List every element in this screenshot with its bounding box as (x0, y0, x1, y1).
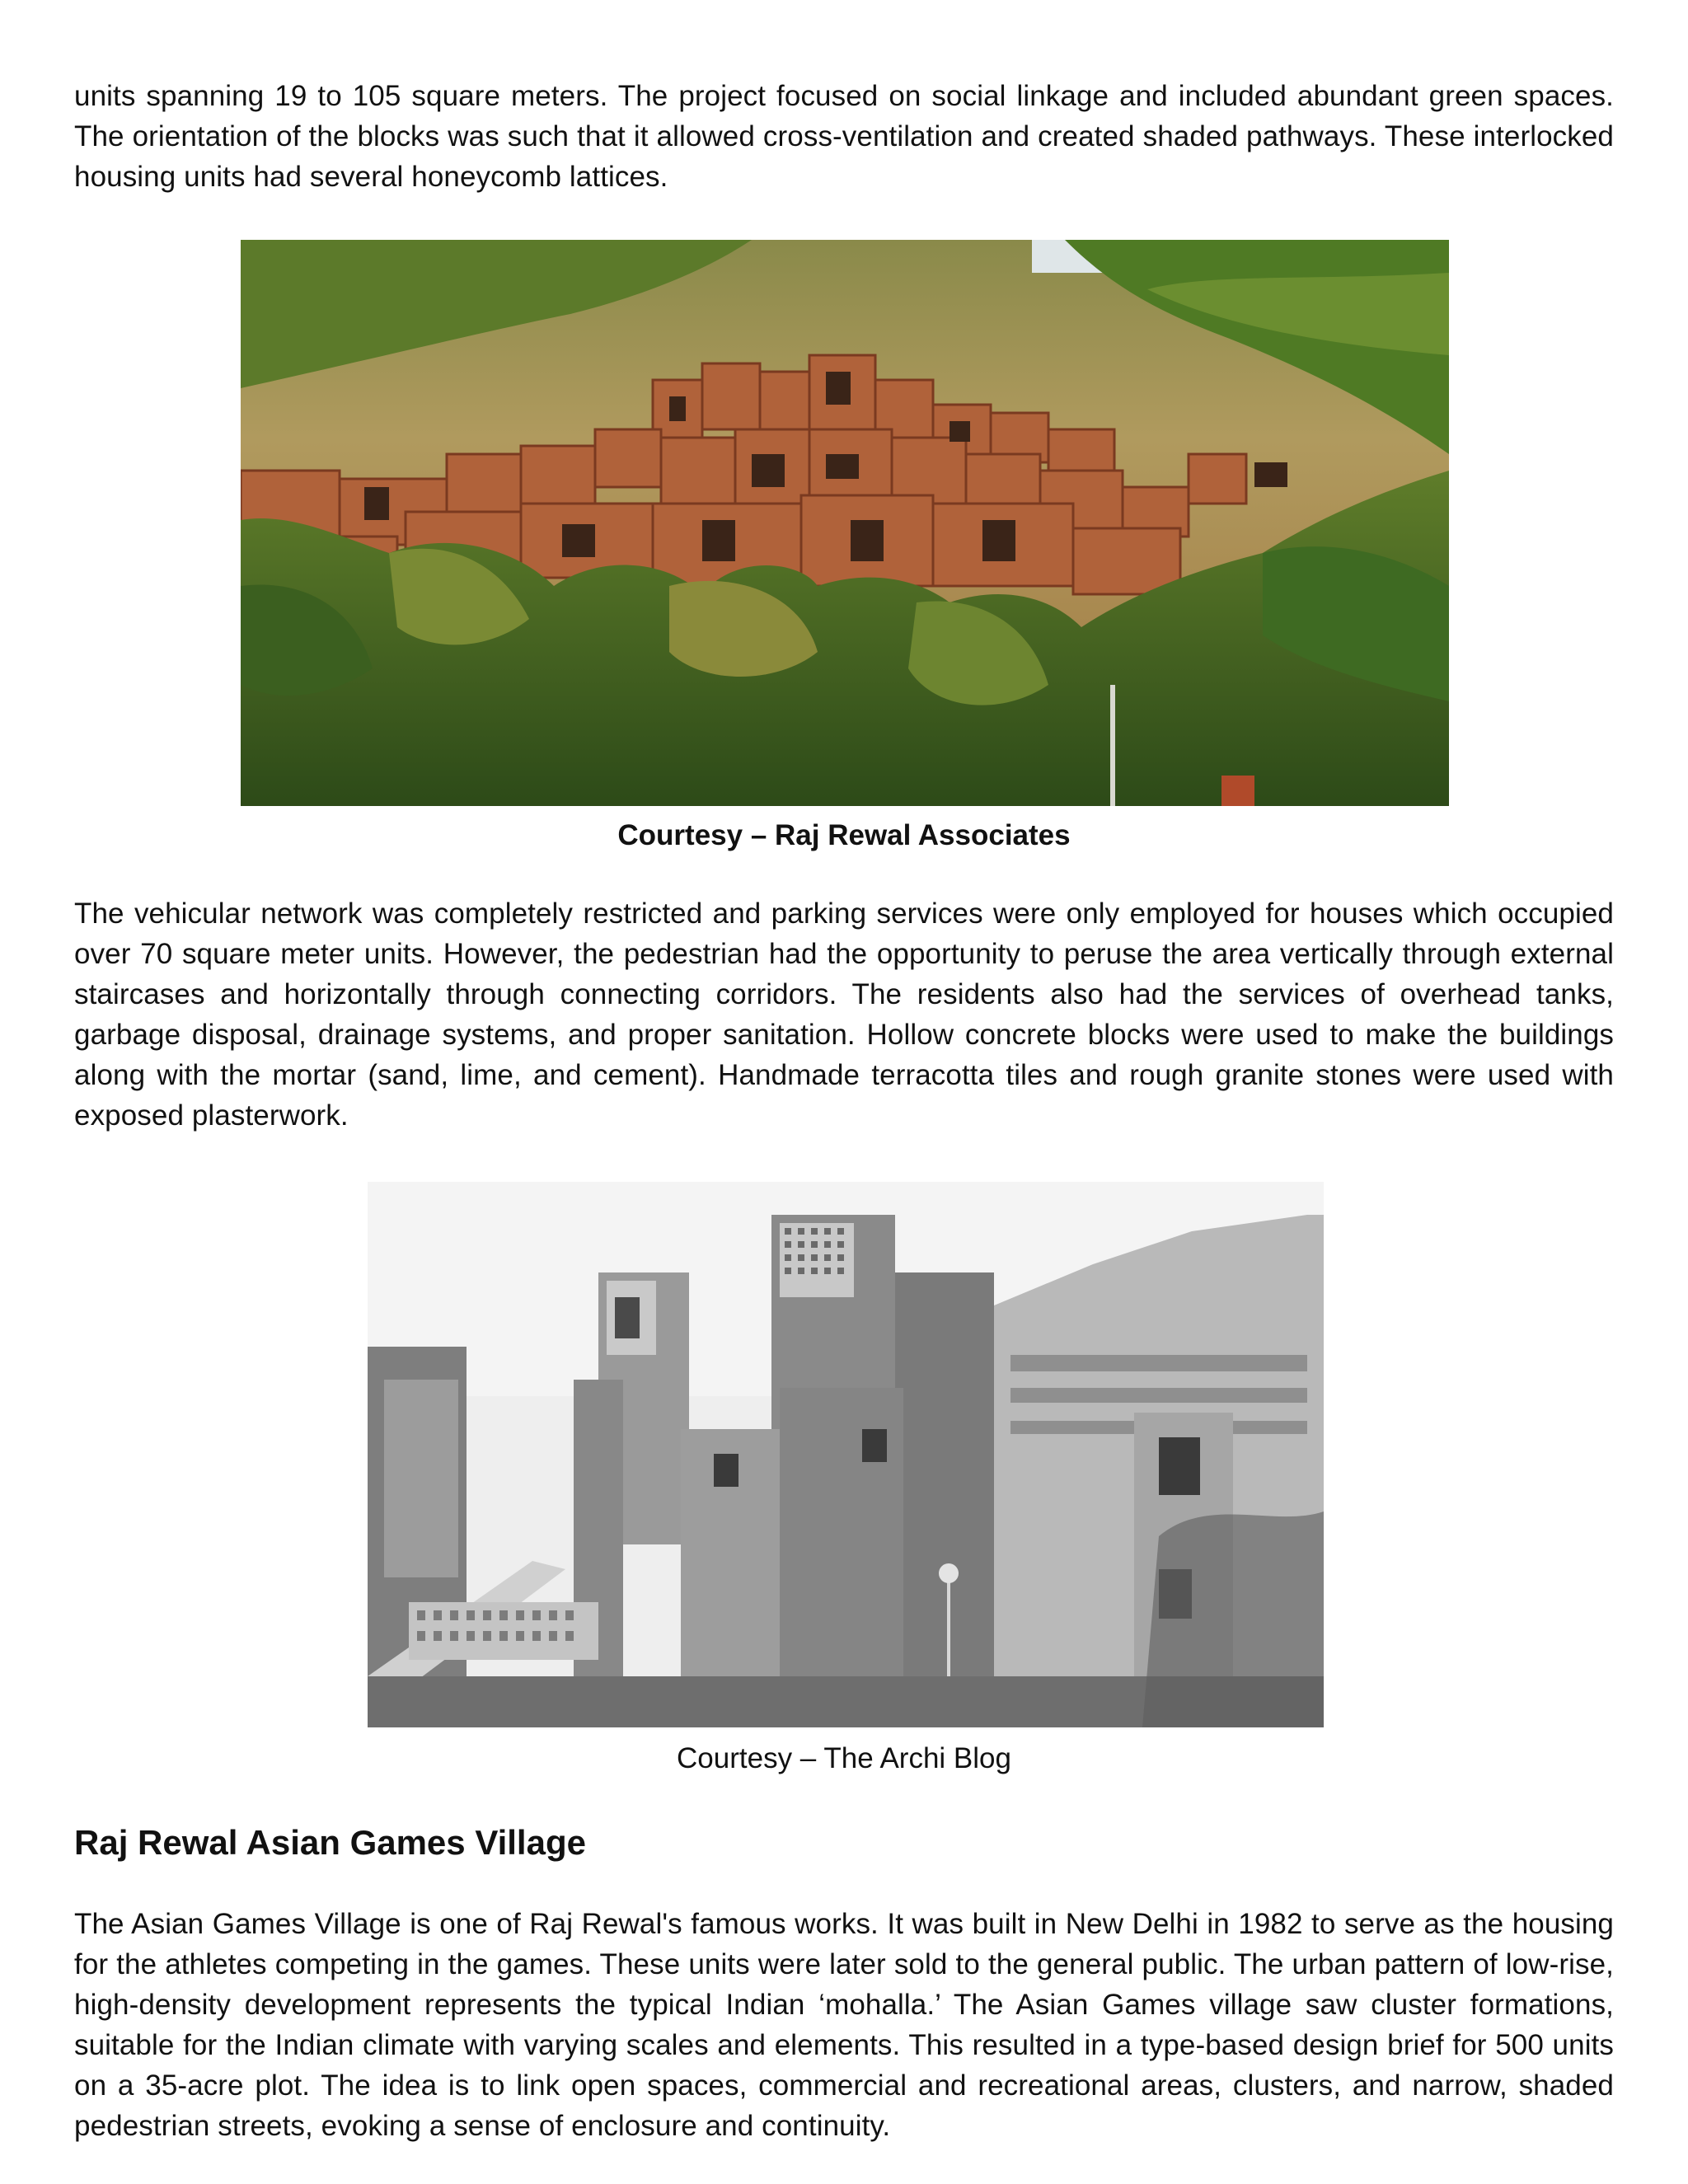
paragraph-intro: units spanning 19 to 105 square meters. The project focused on social linkage and included abundant green spaces. The orientation of the blocks was such that it allowed cross-ventilation and created shaded pathways. These interlocked housing units had several honeycomb lattices. (74, 80, 1614, 193)
paragraph-asian-games: The Asian Games Village is one of Raj Rewal's famous works. It was built in New Delhi in 1982 to serve as the housing for the athletes competing in the games. These units were later sold to the general public. The urban pattern of low-rise, high-density development represents the typical Indian ‘mohalla.’ The Asian Games village saw cluster formations, suitable for the Indian climate with varying scales and elements. This resulted in a type-based design brief for 500 units on a 35-acre plot. The idea is to link open spaces, commercial and recreational areas, clusters, and narrow, shaded pedestrian streets, evoking a sense of enclosure and continuity. (74, 1908, 1614, 2142)
section-heading: Raj Rewal Asian Games Village (74, 1823, 586, 1862)
figure-caption-first: Courtesy – Raj Rewal Associates (617, 819, 1071, 851)
paragraph-infrastructure: The vehicular network was completely restricted and parking services were only employed for houses which occupied over 70 square meter units. However, the pedestrian had the opportunity to peruse the area vertically through external staircases and horizontally through connecting corridors. The residents also had the services of overhead tanks, garbage disposal, drainage systems, and proper sanitation. Hollow concrete blocks were used to make the buildings along with the mortar (sand, lime, and cement). Handmade terracotta tiles and rough granite stones were used with exposed plasterwork. (74, 898, 1614, 1132)
figure-caption-second: Courtesy – The Archi Blog (677, 1742, 1011, 1774)
housing-bw-photo (368, 1182, 1324, 1727)
housing-hillside-photo (241, 240, 1449, 806)
